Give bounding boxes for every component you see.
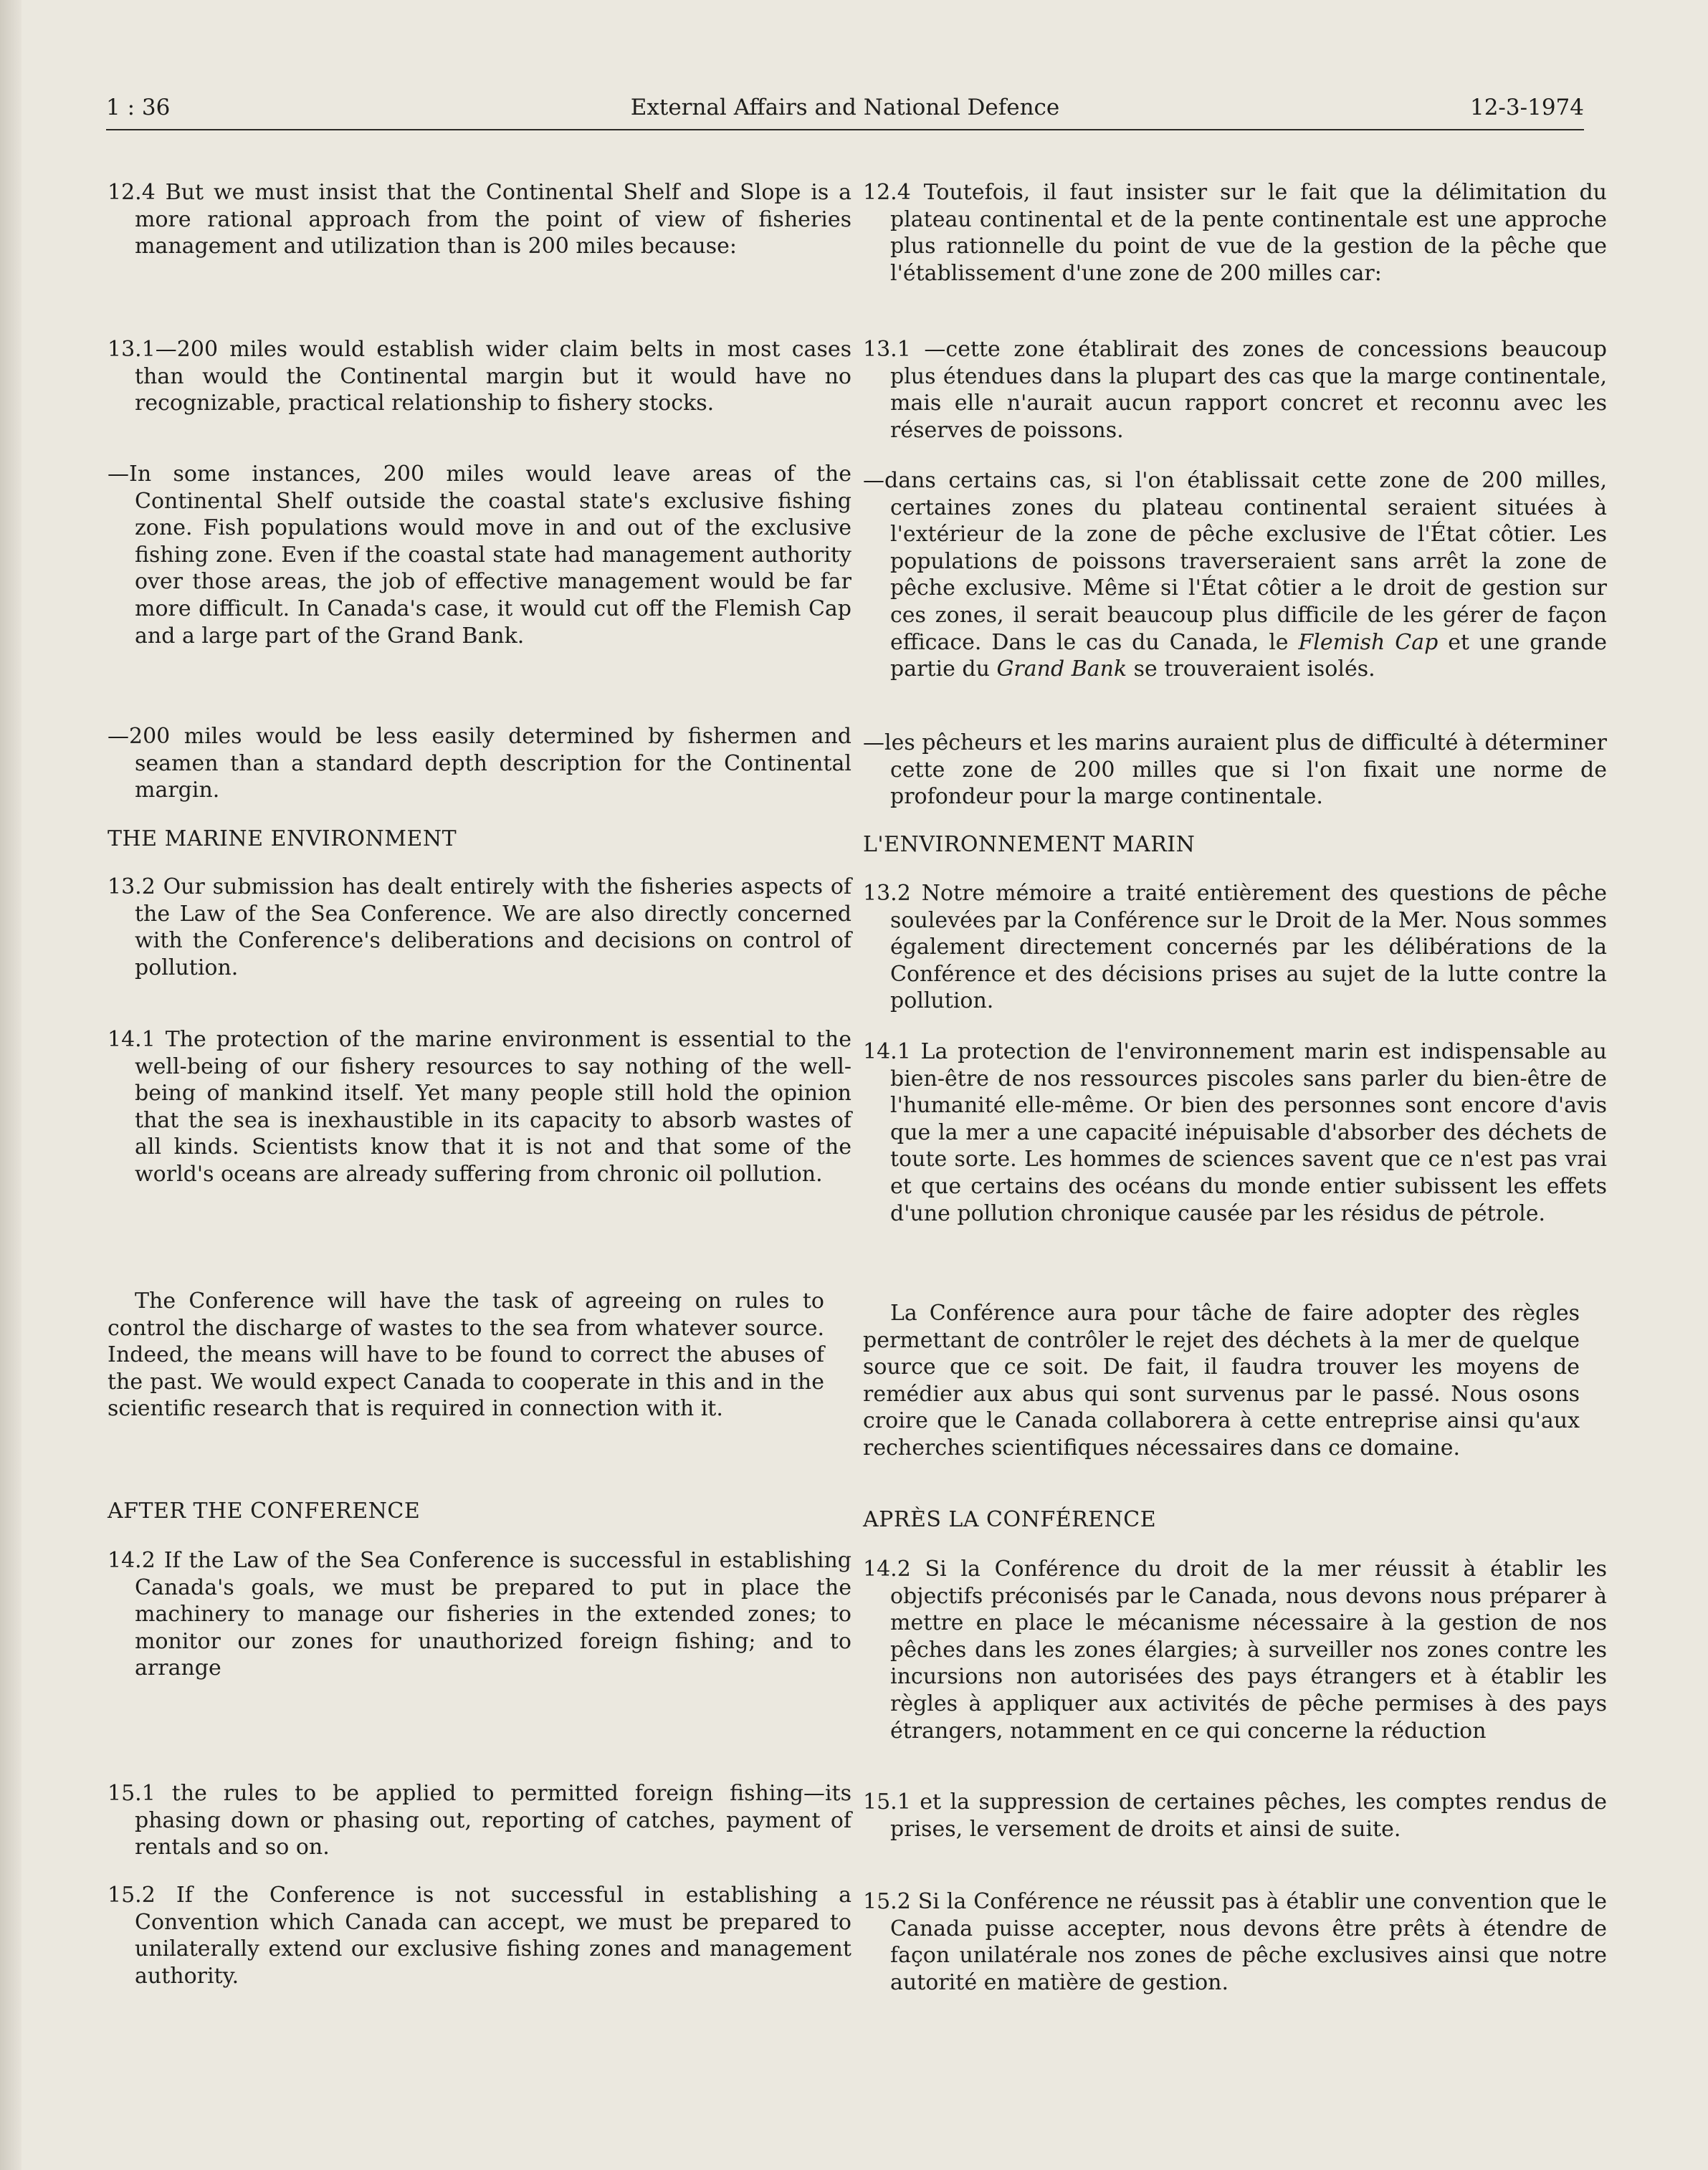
page-number: 1 : 36 — [106, 95, 171, 120]
binding-edge — [0, 0, 22, 2170]
en-para-12-4: 12.4 But we must insist that the Continental Shelf and Slope is a more rational approach from the point of view of fisheries management and utilization than is 200 miles because: — [108, 180, 851, 259]
running-title: External Affairs and National Defence — [630, 95, 1060, 120]
fr-para-14-2: 14.2 Si la Conférence du droit de la mer réussit à établir les objectifs préconisés par le Canada, nous devons nous préparer à mettre en place le mécanisme nécessaire à la gestion de nos pêches dans les zones élargies; à surveiller nos zones contre les incursions non autorisées des pays étrangers et à établir les règles à appliquer aux activités de pêche permises à des pays étrangers, notamment en ce qui concerne la réduction — [863, 1557, 1607, 1744]
en-para-15-2: 15.2 If the Conference is not successful in establishing a Convention which Canada can accept, we must be prepared to unilaterally extend our exclusive fishing zones and management authority. — [108, 1883, 851, 1989]
en-para-13-2: 13.2 Our submission has dealt entirely with the fisheries aspects of the Law of the Sea Conference. We are also directly concerned with the Conference's deliberations and decisions on control of pollution. — [108, 874, 851, 980]
fr-heading-environnement-marin: L'ENVIRONNEMENT MARIN — [863, 832, 1196, 857]
header-date: 12-3-1974 — [1469, 95, 1584, 120]
fr-para-certains-cas — [863, 467, 1607, 683]
fr-para-conference: La Conférence aura pour tâche de faire adopter des règles permettant de contrôler le rejet des déchets à la mer de quelque source que ce soit. De fait, il faudra trouver les moyens de remédier aux abus qui sont survenus par le passé. Nous osons croire que le Canada collaborera à cette entreprise ainsi qu'aux recherches scientifiques nécessaires dans ce domaine. — [863, 1301, 1580, 1461]
en-para-200-instances: —In some instances, 200 miles would leave areas of the Continental Shelf outside the coastal state's exclusive fishing zone. Fish populations would move in and out of the exclusive fishing zone. Even if the coastal state had management authority over those areas, the job of effective management would be far more difficult. In Canada's case, it would cut off the Flemish Cap and a large part of the Grand Bank. — [108, 462, 851, 649]
en-para-14-1: 14.1 The protection of the marine environment is essential to the well-being of our fishery resources to say nothing of the well-being of mankind itself. Yet many people still hold the opinion that the sea is inexhaustible in its capacity to absorb wastes of all kinds. Scientists know that it is not and that some of the world's oceans are already suffering from chronic oil pollution. — [108, 1027, 851, 1187]
en-para-14-2: 14.2 If the Law of the Sea Conference is successful in establishing Canada's goals, we must be prepared to put in place the machinery to manage our fisheries in the extended zones; to monitor our zones for unauthorized foreign fishing; and to arrange — [108, 1548, 851, 1681]
fr-heading-apres-conference: APRÈS LA CONFÉRENCE — [863, 1507, 1157, 1532]
en-para-13-1: 13.1—200 miles would establish wider claim belts in most cases than would the Continental margin but it would have no recognizable, practical relationship to fishery stocks. — [108, 337, 851, 416]
fr-para-pecheurs: —les pêcheurs et les marins auraient plus de difficulté à déterminer cette zone de 200 milles que si l'on fixait une norme de profondeur pour la marge continentale. — [863, 730, 1607, 810]
fr-cas-flemish-cap: Flemish Cap — [1298, 629, 1439, 655]
fr-cas-text-c: se trouveraient isolés. — [1127, 656, 1375, 682]
en-para-15-1: 15.1 the rules to be applied to permitted foreign fishing—its phasing down or phasing out, reporting of catches, payment of rentals and so on. — [108, 1781, 851, 1860]
page-header — [106, 92, 1584, 130]
en-para-200-depth: —200 miles would be less easily determined by fishermen and seamen than a standard depth description for the Continental margin. — [108, 724, 851, 803]
fr-cas-text-b: et une grande partie du — [890, 629, 1607, 682]
fr-para-13-2: 13.2 Notre mémoire a traité entièrement des questions de pêche soulevées par la Conférence sur le Droit de la Mer. Nous sommes également directement concernés par les délibérations de la Conférence et des décisions prises au sujet de la lutte contre la pollution. — [863, 881, 1607, 1014]
fr-para-13-1: 13.1 —cette zone établirait des zones de concessions beaucoup plus étendues dans la plupart des cas que la marge continentale, mais elle n'aurait aucun rapport concret et reconnu avec les réserves de poissons. — [863, 337, 1607, 443]
fr-cas-grand-bank: Grand Bank — [996, 656, 1127, 682]
en-heading-marine-environment: THE MARINE ENVIRONMENT — [108, 826, 457, 851]
fr-para-12-4: 12.4 Toutefois, il faut insister sur le fait que la délimitation du plateau continental et de la pente continentale est une approche plus rationnelle du point de vue de la gestion de la pêche que l'établissement d'une zone de 200 milles car: — [863, 180, 1607, 286]
fr-cas-text-a: —dans certains cas, si l'on établissait cette zone de 200 milles, certaines zones du plateau continental seraient situées à l'extérieur de la zone de pêche exclusive de l'État côtier. Les populations de poissons traverseraient sans arrêt la zone de pêche exclusive. Même si l'État côtier a le droit de gestion sur ces zones, il serait beaucoup plus difficile de les gérer de façon efficace. Dans le cas du Canada, le — [863, 468, 1607, 655]
en-heading-after-conference: AFTER THE CONFERENCE — [108, 1499, 421, 1524]
fr-para-14-1: 14.1 La protection de l'environnement marin est indispensable au bien-être de nos ressources piscoles sans parler du bien-être de l'humanité elle-même. Or bien des personnes sont encore d'avis que la mer a une capacité inépuisable d'absorber des déchets de toute sorte. Les hommes de sciences savent que ce n'est pas vrai et que certains des océans du monde entier subissent les effets d'une pollution chronique causée par les résidus de pétrole. — [863, 1039, 1607, 1226]
en-para-conference: The Conference will have the task of agreeing on rules to control the discharge of wastes to the sea from whatever source. Indeed, the means will have to be found to correct the abuses of the past. We would expect Canada to cooperate in this and in the scientific research that is required in connection with it. — [108, 1289, 824, 1422]
fr-para-15-1: 15.1 et la suppression de certaines pêches, les comptes rendus de prises, le versement de droits et ainsi de suite. — [863, 1789, 1607, 1842]
fr-para-15-2: 15.2 Si la Conférence ne réussit pas à établir une convention que le Canada puisse accepter, nous devons être prêts à étendre de façon unilatérale nos zones de pêche exclusives ainsi que notre autorité en matière de gestion. — [863, 1889, 1607, 1995]
